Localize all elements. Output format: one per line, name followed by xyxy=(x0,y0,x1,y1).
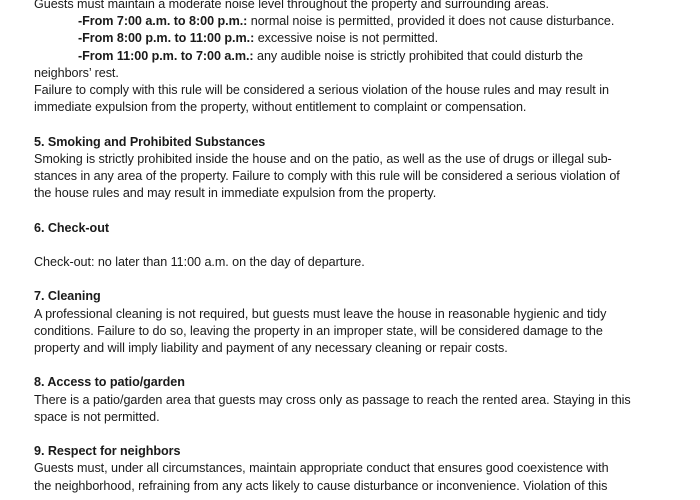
section-heading-access: 8. Access to patio/garden xyxy=(34,375,185,390)
cleaning-line: conditions. Failure to do so, leaving the property in an improper state, will be considered damage to the xyxy=(34,323,603,338)
neighbors-line: the neighborhood, refraining from any acts likely to cause disturbance or inconvenience. Violation of this xyxy=(34,478,608,493)
cleaning-line: A professional cleaning is not required, but guests must leave the house in reasonable hygienic and tidy xyxy=(34,306,607,321)
spacer xyxy=(34,116,674,133)
access-line: space is not permitted. xyxy=(34,409,160,424)
noise-period-time: -From 11:00 p.m. to 7:00 a.m.: xyxy=(78,48,254,63)
noise-penalty-line: immediate expulsion from the property, without entitlement to complaint or compensation. xyxy=(34,100,527,115)
spacer xyxy=(34,271,674,288)
noise-period-time: -From 8:00 p.m. to 11:00 p.m.: xyxy=(78,31,255,46)
section-heading-smoking: 5. Smoking and Prohibited Substances xyxy=(34,134,266,149)
access-line: There is a patio/garden area that guests may cross only as passage to reach the rented area. Staying in this xyxy=(34,392,631,407)
noise-period-3 xyxy=(34,48,674,65)
smoking-line: stances in any area of the property. Failure to comply with this rule will be considered a serious violation of xyxy=(34,169,620,184)
spacer xyxy=(34,237,674,254)
noise-period-rule: normal noise is permitted, provided it does not cause disturbance. xyxy=(247,14,615,29)
spacer xyxy=(34,202,674,219)
noise-period-1 xyxy=(34,13,674,30)
noise-period-2 xyxy=(34,30,674,47)
noise-period-rule: excessive noise is not permitted. xyxy=(254,31,439,46)
section-heading-checkout: 6. Check-out xyxy=(34,220,109,235)
noise-penalty-line: Failure to comply with this rule will be considered a serious violation of the house rules and may result in xyxy=(34,83,609,98)
document-body xyxy=(34,0,674,495)
section-heading-neighbors: 9. Respect for neighbors xyxy=(34,444,181,459)
section-heading-cleaning: 7. Cleaning xyxy=(34,289,101,304)
noise-period-rule: any audible noise is strictly prohibited that could disturb the xyxy=(253,48,583,63)
smoking-line: Smoking is strictly prohibited inside the house and on the patio, as well as the use of drugs or illegal sub- xyxy=(34,151,612,166)
smoking-line: the house rules and may result in immediate expulsion from the property. xyxy=(34,186,437,201)
noise-intro: Guests must maintain a moderate noise level throughout the property and surrounding areas. xyxy=(34,0,549,11)
neighbors-line: Guests must, under all circumstances, maintain appropriate conduct that ensures good coexistence with xyxy=(34,461,609,476)
noise-period-continuation: neighbors’ rest. xyxy=(34,65,119,80)
checkout-text: Check-out: no later than 11:00 a.m. on the day of departure. xyxy=(34,255,365,269)
cleaning-line: property and will imply liability and payment of any necessary cleaning or repair costs. xyxy=(34,341,508,355)
spacer xyxy=(34,426,674,443)
noise-period-time: -From 7:00 a.m. to 8:00 p.m.: xyxy=(78,14,248,29)
spacer xyxy=(34,357,674,374)
